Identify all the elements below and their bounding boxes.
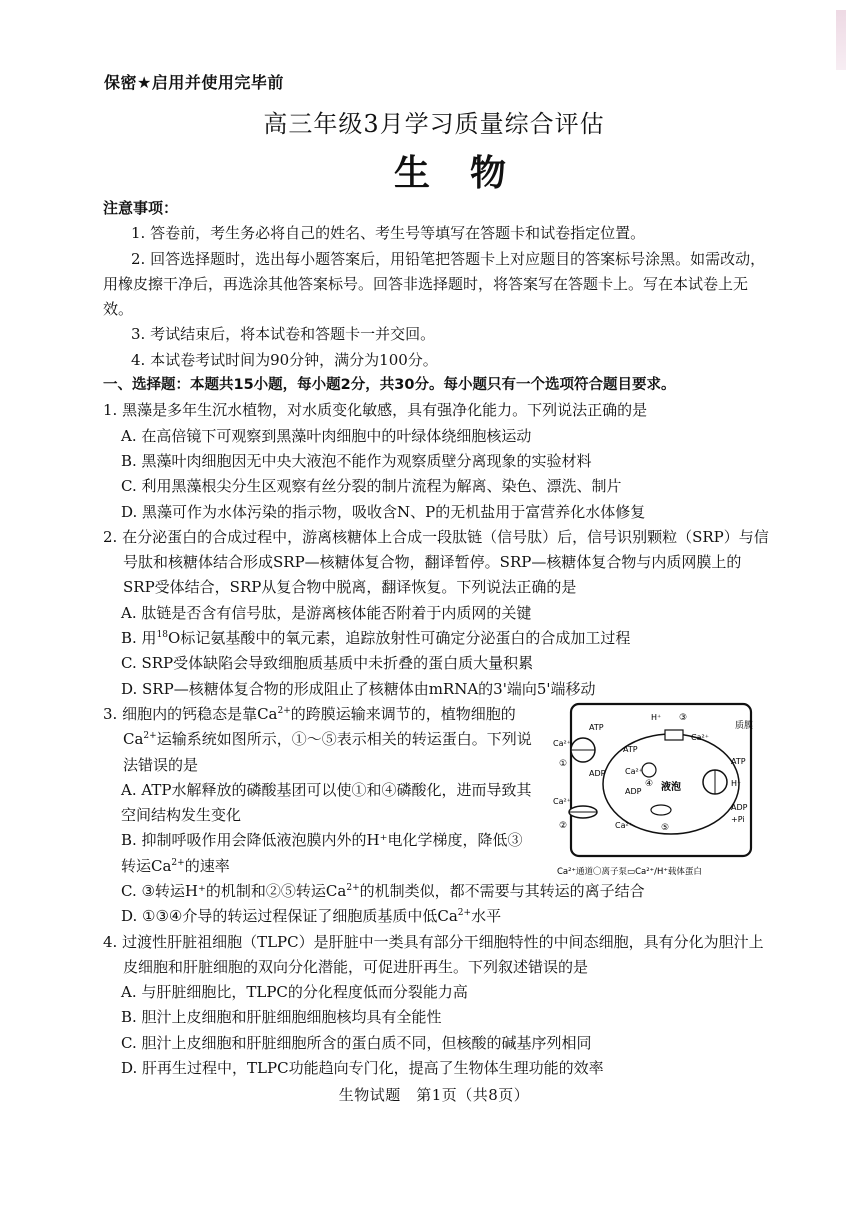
question-2-option-c: C. SRP受体缺陷会导致细胞质基质中未折叠的蛋白质大量积累 bbox=[121, 654, 534, 673]
label-pi: +Pi bbox=[731, 814, 745, 824]
label-ca-out-2: Ca²⁺ bbox=[553, 796, 571, 806]
question-3-stem bbox=[103, 702, 533, 778]
channel-5-icon bbox=[651, 805, 671, 815]
q3-sup: 2+ bbox=[346, 882, 360, 893]
question-3-option-a: A. ATP水解释放的磷酸基团可以使①和④磷酸化，进而导致其空间结构发生变化 bbox=[121, 780, 532, 825]
label-adp-4: ADP bbox=[625, 786, 642, 796]
subject-title: 生物 bbox=[393, 153, 546, 194]
q3d-pre: D. ①③④介导的转运过程保证了细胞质基质中低Ca bbox=[121, 907, 458, 926]
question-2-option-b bbox=[103, 626, 771, 651]
note-item: 4. 本试卷考试时间为90分钟，满分为100分。 bbox=[131, 350, 438, 369]
q3b-pre: B. 抑制呼吸作用会降低液泡膜内外的H⁺电化学梯度，降低③转运Ca bbox=[121, 831, 523, 875]
q2b-pre: B. 用 bbox=[121, 629, 157, 648]
question-1-option-c: C. 利用黑藻根尖分生区观察有丝分裂的制片流程为解离、染色、漂洗、制片 bbox=[121, 477, 622, 496]
question-1-stem: 1. 黑藻是多年生沉水植物，对水质变化敏感，具有强净化能力。下列说法正确的是 bbox=[103, 401, 648, 420]
label-atp-4: ATP bbox=[623, 744, 638, 754]
pump-4-icon bbox=[642, 763, 656, 777]
question-1-option-b: B. 黑藻叶肉细胞因无中央大液泡不能作为观察质壁分离现象的实验材料 bbox=[121, 451, 592, 470]
page-footer: 生物试题 第1页（共8页） bbox=[338, 1086, 530, 1104]
carrier-3-icon bbox=[665, 730, 683, 740]
note-item: 3. 考试结束后，将本试卷和答题卡一并交回。 bbox=[131, 325, 436, 344]
calcium-transport-figure bbox=[553, 702, 771, 879]
label-h-in: H⁺ bbox=[731, 778, 742, 788]
label-ca-out-1: Ca²⁺ bbox=[553, 738, 571, 748]
question-1-option-a: A. 在高倍镜下可观察到黑藻叶肉细胞中的叶绿体绕细胞核运动 bbox=[121, 426, 532, 445]
label-adp-h: ADP bbox=[731, 802, 748, 812]
label-n3: ③ bbox=[679, 712, 688, 723]
q3-sup: 2+ bbox=[171, 857, 185, 868]
q3c-pre: C. ③转运H⁺的机制和②⑤转运Ca bbox=[121, 881, 347, 900]
label-atp-1: ATP bbox=[589, 722, 604, 732]
q3c-post: 的机制类似，都不需要与其转运的离子结合 bbox=[359, 881, 645, 900]
label-n4: ④ bbox=[645, 778, 654, 789]
q3-sup: 2+ bbox=[277, 705, 291, 716]
question-3-option-c bbox=[103, 879, 771, 904]
q3d-post: 水平 bbox=[471, 907, 502, 926]
note-item: 1. 答卷前，考生务必将自己的姓名、考生号等填写在答题卡和试卷指定位置。 bbox=[131, 224, 646, 243]
question-2-option-a: A. 肽链是否含有信号肽，是游离核体能否附着于内质网的关键 bbox=[121, 603, 532, 622]
label-adp-1: ADP bbox=[589, 768, 606, 778]
question-1-option-d: D. 黑藻可作为水体污染的指示物，吸收含N、P的无机盐用于富营养化水体修复 bbox=[121, 502, 646, 521]
question-3-option-d bbox=[103, 904, 771, 929]
question-3-block bbox=[103, 702, 771, 879]
notes-heading: 注意事项： bbox=[103, 199, 179, 217]
q3-sup: 2+ bbox=[457, 908, 472, 919]
question-3-text bbox=[103, 702, 533, 879]
label-n5: ⑤ bbox=[661, 822, 670, 833]
q2b-sup: 18 bbox=[156, 630, 169, 641]
q3-stem-post: 运输系统如图所示，①～⑤表示相关的转运蛋白。下列说法错误的是 bbox=[123, 730, 532, 774]
label-atp-h: ATP bbox=[731, 756, 746, 766]
label-ca-3: Ca²⁺ bbox=[691, 732, 709, 742]
section-title: 一、选择题：本题共15小题，每小题2分，共30分。每小题只有一个选项符合题目要求。 bbox=[103, 377, 676, 394]
q3-stem-mid: 的跨膜运输来调节的，植物细胞的Ca bbox=[123, 704, 516, 749]
question-3-option-b bbox=[103, 828, 533, 879]
label-h-top: H⁺ bbox=[651, 712, 662, 722]
figure-legend: Ca²⁺通道〇离子泵▭Ca²⁺/H⁺载体蛋白 bbox=[557, 866, 702, 877]
label-ca-5: Ca²⁺ bbox=[615, 820, 633, 830]
question-4-option-c: C. 胆汁上皮细胞和肝脏细胞所含的蛋白质不同，但核酸的碱基序列相同 bbox=[121, 1033, 592, 1052]
vacuole-label: 液泡 bbox=[661, 781, 681, 793]
q3-sup: 2+ bbox=[143, 731, 157, 742]
label-ca-4: Ca²⁺ bbox=[625, 766, 643, 776]
q3b-post: 的速率 bbox=[184, 856, 230, 875]
exam-content bbox=[103, 196, 771, 1081]
edge-mark bbox=[836, 10, 846, 70]
question-4-option-d: D. 肝再生过程中，TLPC功能趋向专门化，提高了生物体生理功能的效率 bbox=[121, 1059, 604, 1078]
exam-title: 高三年级3月学习质量综合评估 bbox=[263, 110, 605, 138]
note-item: 2. 回答选择题时，选出每小题答案后，用铅笔把答题卡上对应题目的答案标号涂黑。如需改动，用橡皮擦干净后，再选涂其他答案标号。回答非选择题时，将答案写在答题卡上。写在本试卷上无效。 bbox=[103, 249, 766, 319]
question-4-option-b: B. 胆汁上皮细胞和肝脏细胞细胞核均具有全能性 bbox=[121, 1008, 442, 1027]
confidential-label: 保密★启用并使用完毕前 bbox=[104, 73, 284, 92]
q2b-post: O标记氨基酸中的氧元素，追踪放射性可确定分泌蛋白的合成加工过程 bbox=[168, 629, 631, 648]
label-n2: ② bbox=[559, 820, 568, 831]
label-n1: ① bbox=[559, 758, 568, 769]
question-2-stem: 2. 在分泌蛋白的合成过程中，游离核糖体上合成一段肽链（信号肽）后，信号识别颗粒（SRP）与信号肽和核糖体结合形成SRP—核糖体复合物，翻译暂停。SRP—核糖体复合物与内质网膜上的SRP受体结合，SRP从复合物中脱离，翻译恢复。下列说法正确的是 bbox=[103, 527, 769, 597]
question-2-option-d: D. SRP—核糖体复合物的形成阻止了核糖体由mRNA的3'端向5'端移动 bbox=[121, 679, 596, 698]
question-4-stem: 4. 过渡性肝脏祖细胞（TLPC）是肝脏中一类具有部分干细胞特性的中间态细胞，具有分化为胆汁上皮细胞和肝脏细胞的双向分化潜能，可促进肝再生。下列叙述错误的是 bbox=[103, 932, 764, 976]
question-4-option-a: A. 与肝脏细胞比，TLPC的分化程度低而分裂能力高 bbox=[121, 983, 468, 1002]
q3-stem-pre: 3. 细胞内的钙稳态是靠Ca bbox=[103, 704, 278, 723]
membrane-label: 质膜 bbox=[735, 720, 754, 731]
